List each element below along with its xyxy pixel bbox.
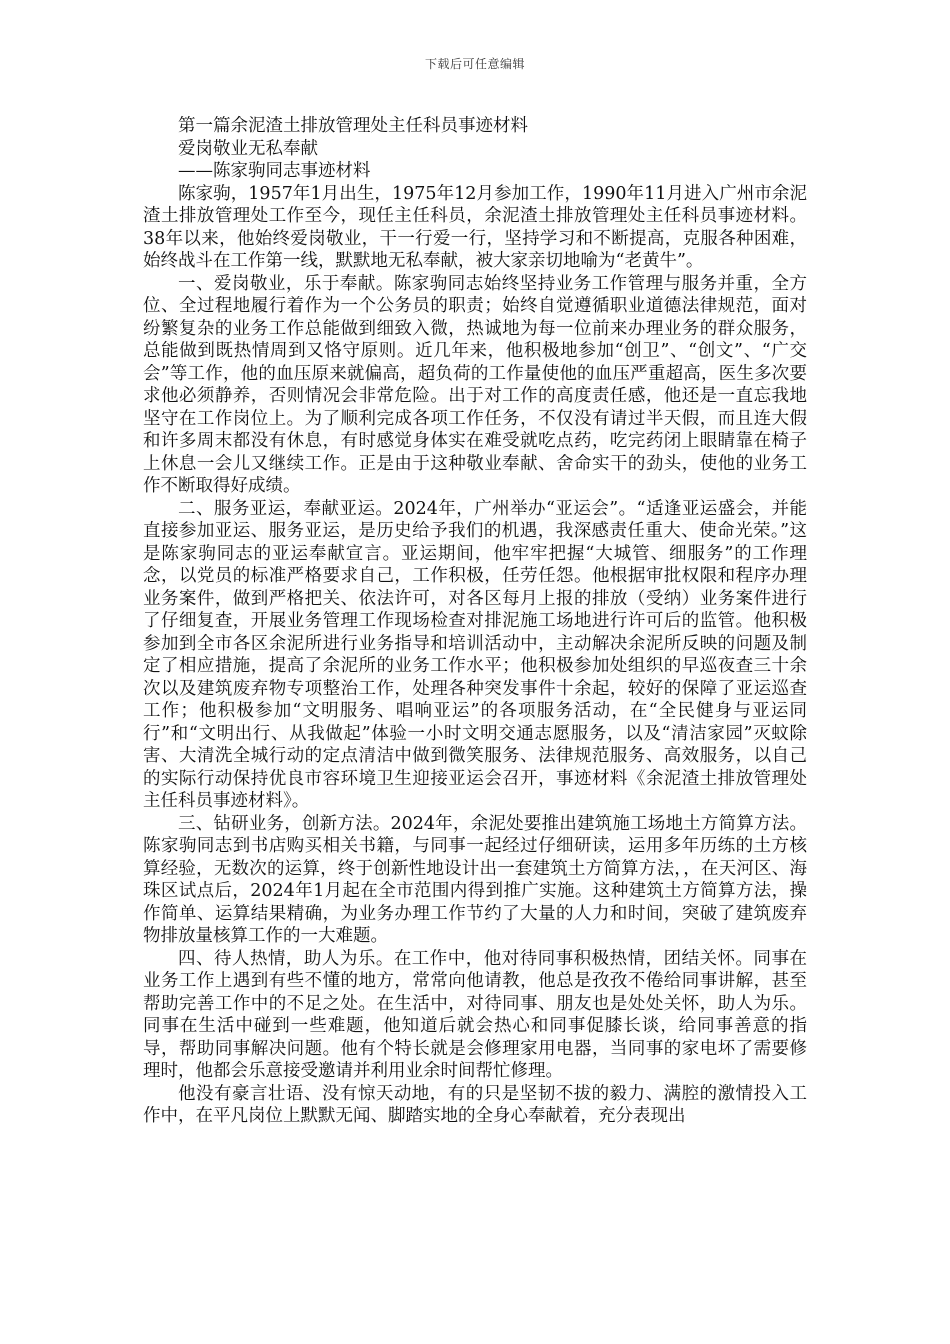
document-byline: ——陈家驹同志事迹材料 [178, 161, 371, 181]
paragraph-section-2: 二、服务亚运，奉献亚运。2024年，广州举办“亚运会”。“适逢亚运盛会，并能直接参加亚运、服务亚运，是历史给予我们的机遇，我深感责任重大、使命光荣。”这是陈家驹同志的亚运奉献宣言。亚运期间，他牢牢把握“大城管、细服务”的工作理念，以党员的标准严格要求自己，工作积极，任劳任怨。他根据审批权限和程序办理业务案件，做到严格把关、依法许可，对各区每月上报的排放（受纳）业务案件进行了仔细复查，开展业务管理工作现场检查对排泥施工场地进行许可后的监管。他积极参加到全市各区余泥所进行业务指导和培训活动中，主动解决余泥所反映的问题及制定了相应措施，提高了余泥所的业务工作水平；他积极参加处组织的早巡夜查三十余次以及建筑废弃物专项整治工作，处理各种突发事件十余起，较好的保障了亚运巡查工作；他积极参加“文明服务、唱响亚运”的各项服务活动，在“全民健身与亚运同行”和“文明出行、从我做起”体验一小时文明交通志愿服务，以及“清洁家园”灭蚊除害、大清洗全城行动的定点清洁中做到微笑服务、法律规范服务、高效服务，以自己的实际行动保持优良市容环境卫生迎接亚运会召开，事迹材料《余泥渣土排放管理处主任科员事迹材料》。 [143, 498, 807, 811]
document-body [143, 115, 807, 1128]
paragraph-intro: 陈家驹，1957年1月出生，1975年12月参加工作，1990年11月进入广州市余泥渣土排放管理处工作至今，现任主任科员，余泥渣土排放管理处主任科员事迹材料。38年以来，他始终爱岗敬业，干一行爱一行，坚持学习和不断提高，克服各种困难，始终战斗在工作第一线，默默地无私奉献，被大家亲切地喻为“老黄牛”。 [143, 183, 807, 271]
paragraph-section-1: 一、爱岗敬业，乐于奉献。陈家驹同志始终坚持业务工作管理与服务并重，全方位、全过程地履行着作为一个公务员的职责；始终自觉遵循职业道德法律规范，面对纷繁复杂的业务工作总能做到细致入微，热诚地为每一位前来办理业务的群众服务，总能做到既热情周到又恪守原则。近几年来，他积极地参加“创卫”、“创文”、“广交会”等工作，他的血压原来就偏高，超负荷的工作量使他的血压严重超高，医生多次要求他必须静养，否则情况会非常危险。出于对工作的高度责任感，他还是一直忘我地坚守在工作岗位上。为了顺利完成各项工作任务，不仅没有请过半天假，而且连大假和许多周末都没有休息，有时感觉身体实在难受就吃点药，吃完药闭上眼睛靠在椅子上休息一会儿又继续工作。正是由于这种敬业奉献、舍命实干的劲头，使他的业务工作不断取得好成绩。 [143, 273, 807, 496]
paragraph-section-4: 四、待人热情，助人为乐。在工作中，他对待同事积极热情，团结关怀。同事在业务工作上遇到有些不懂的地方，常常向他请教，他总是孜孜不倦给同事讲解，甚至帮助完善工作中的不足之处。在生活中，对待同事、朋友也是处处关怀，助人为乐。同事在生活中碰到一些难题，他知道后就会热心和同事促膝长谈，给同事善意的指导，帮助同事解决问题。他有个特长就是会修理家用电器，当同事的家电坏了需要修理时，他都会乐意接受邀请并利用业余时间帮忙修理。 [143, 948, 807, 1081]
paragraph-section-3: 三、钻研业务，创新方法。2024年，余泥处要推出建筑施工场地土方简算方法。陈家驹同志到书店购买相关书籍，与同事一起经过仔细研读，运用多年历练的土方核算经验，无数次的运算，终于创新性地设计出一套建筑土方简算方法，，在天河区、海珠区试点后，2024年1月起在全市范围内得到推广实施。这种建筑土方简算方法，操作简单、运算结果精确，为业务办理工作节约了大量的人力和时间，突破了建筑废弃物排放量核算工作的一大难题。 [143, 813, 807, 946]
document-subtitle: 爱岗敬业无私奉献 [178, 138, 318, 159]
page-header: 下载后可任意编辑 [424, 57, 525, 71]
document-title: 第一篇余泥渣土排放管理处主任科员事迹材料 [178, 116, 528, 136]
paragraph-closing: 他没有豪言壮语、没有惊天动地，有的只是坚韧不拔的毅力、满腔的激情投入工作中，在平凡岗位上默默无闻、脚踏实地的全身心奉献着，充分表现出 [143, 1083, 807, 1126]
